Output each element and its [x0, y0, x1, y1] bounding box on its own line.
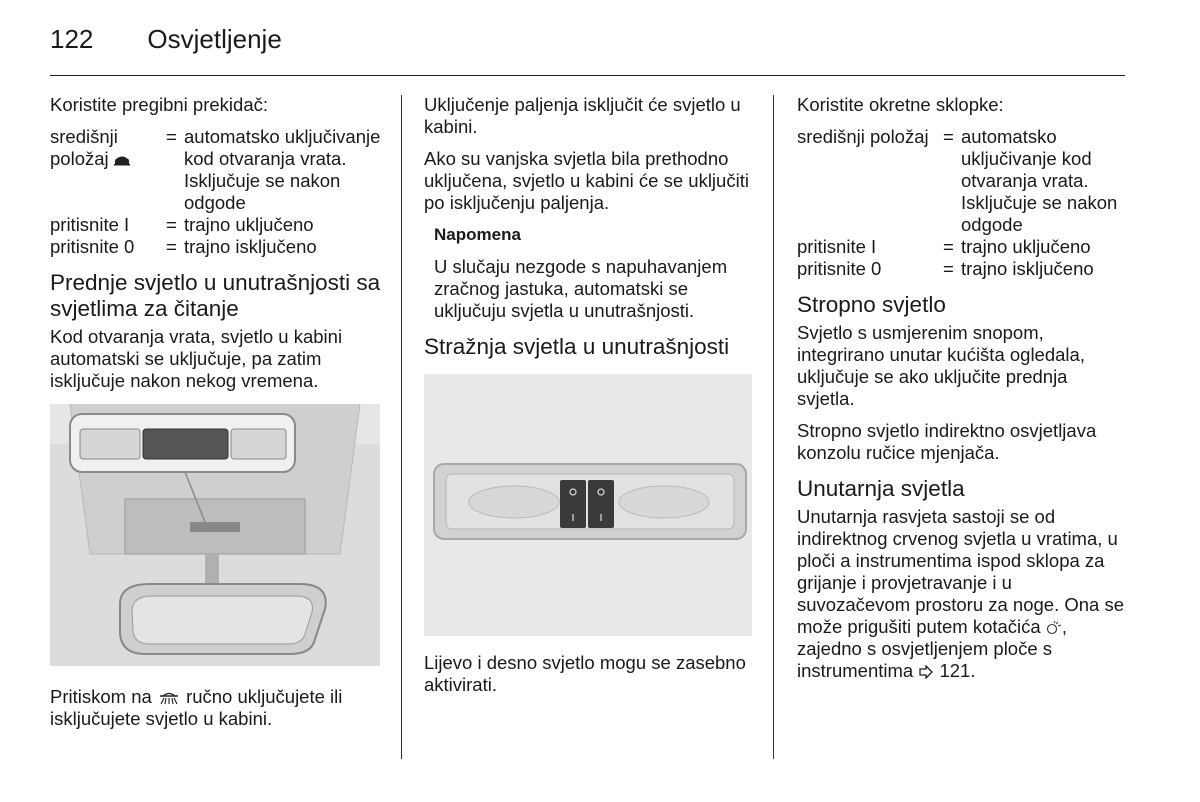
note-title: Napomena [434, 225, 521, 244]
col2-paragraph-1: Uključenje paljenja isključit će svjetlo u kabini. [424, 94, 741, 137]
header-rule [50, 75, 1125, 76]
rear-interior-light-illustration [424, 374, 752, 636]
section-paragraph: Kod otvaranja vrata, svjetlo u kabini automatski se uključuje, pa zatim isključuje nakon nekog vremena. [50, 326, 343, 391]
col3-definition-list [797, 126, 1127, 280]
def-eq: = [166, 236, 177, 257]
column-divider-1 [401, 95, 402, 759]
page-number: 122 [50, 24, 94, 54]
page-title: Osvjetljenje [147, 24, 282, 54]
col2-paragraph-2: Ako su vanjska svjetla bila prethodno uključena, svjetlo u kabini će se uključiti po isključenju paljenja. [424, 148, 749, 213]
interior-light-icon [157, 690, 181, 706]
door-lamp-icon [114, 154, 130, 166]
column-2 [424, 94, 754, 706]
def-value: automatsko uključivanje kod otvaranja vrata. Isključuje se nakon odgode [961, 126, 1118, 235]
column-3 [797, 94, 1127, 692]
def-eq: = [166, 126, 177, 147]
def-value: trajno uključeno [961, 236, 1091, 257]
section-heading: Unutarnja svjetla [797, 476, 965, 501]
front-interior-light-figure [50, 404, 380, 666]
def-value: automatsko uključivanje kod otvaranja vrata. Isključuje se nakon odgode [184, 126, 381, 213]
rear-interior-light-figure [424, 374, 752, 636]
section-heading: Stražnja svjetla u unutrašnjosti [424, 334, 730, 359]
col1-definition-list [50, 126, 382, 258]
def-term: središnji položaj [797, 126, 929, 147]
col1-intro: Koristite pregibni prekidač: [50, 94, 268, 115]
def-term: pritisnite I [797, 236, 877, 257]
section-paragraph: Svjetlo s usmjerenim snopom, integrirano unutar kućišta ogledala, uključuje se ako uključite prednja svjetla. [797, 322, 1085, 409]
column-divider-2 [773, 95, 774, 759]
def-eq: = [166, 214, 177, 235]
section-heading: Stropno svjetlo [797, 292, 946, 317]
def-eq: = [943, 236, 954, 257]
col3-intro: Koristite okretne sklopke: [797, 94, 1004, 115]
section-paragraph: Stropno svjetlo indirektno osvjetljava konzolu ručice mjenjača. [797, 420, 1097, 463]
def-term: pritisnite 0 [797, 258, 882, 279]
page-header [50, 24, 282, 58]
front-interior-light-illustration [50, 404, 380, 666]
dimmer-wheel-icon [1046, 621, 1062, 635]
def-term: središnji položaj [50, 126, 166, 214]
def-value: trajno isključeno [184, 236, 317, 257]
def-term: pritisnite 0 [50, 236, 135, 257]
col2-figure-text: Lijevo i desno svjetlo mogu se zasebno aktivirati. [424, 652, 746, 695]
def-value: trajno uključeno [184, 214, 314, 235]
def-value: trajno isključeno [961, 258, 1094, 279]
section-paragraph: Unutarnja rasvjeta sastoji se od indirektnog crvenog svjetla u vratima, u ploči a instrumentima ispod sklopa za grijanje i provjetravanje i u suvozačevom prostoru za noge. Ona se može prigušiti putem kotačića , zajedno s osvjetljenjem ploče s instrumentima 121. [797, 506, 1125, 681]
def-term: pritisnite I [50, 214, 130, 235]
page-reference-arrow-icon [918, 665, 934, 679]
figure-caption: Pritiskom na ručno uključujete ili isključujete svjetlo u kabini. [50, 686, 343, 729]
column-1 [50, 94, 382, 740]
section-heading: Prednje svjetlo u unutrašnjosti sa svjetlima za čitanje [50, 270, 381, 321]
def-eq: = [943, 258, 954, 279]
def-eq: = [943, 126, 954, 147]
note-body: U slučaju nezgode s napuhavanjem zračnog jastuka, automatski se uključuju svjetla u unutrašnjosti. [434, 256, 728, 321]
